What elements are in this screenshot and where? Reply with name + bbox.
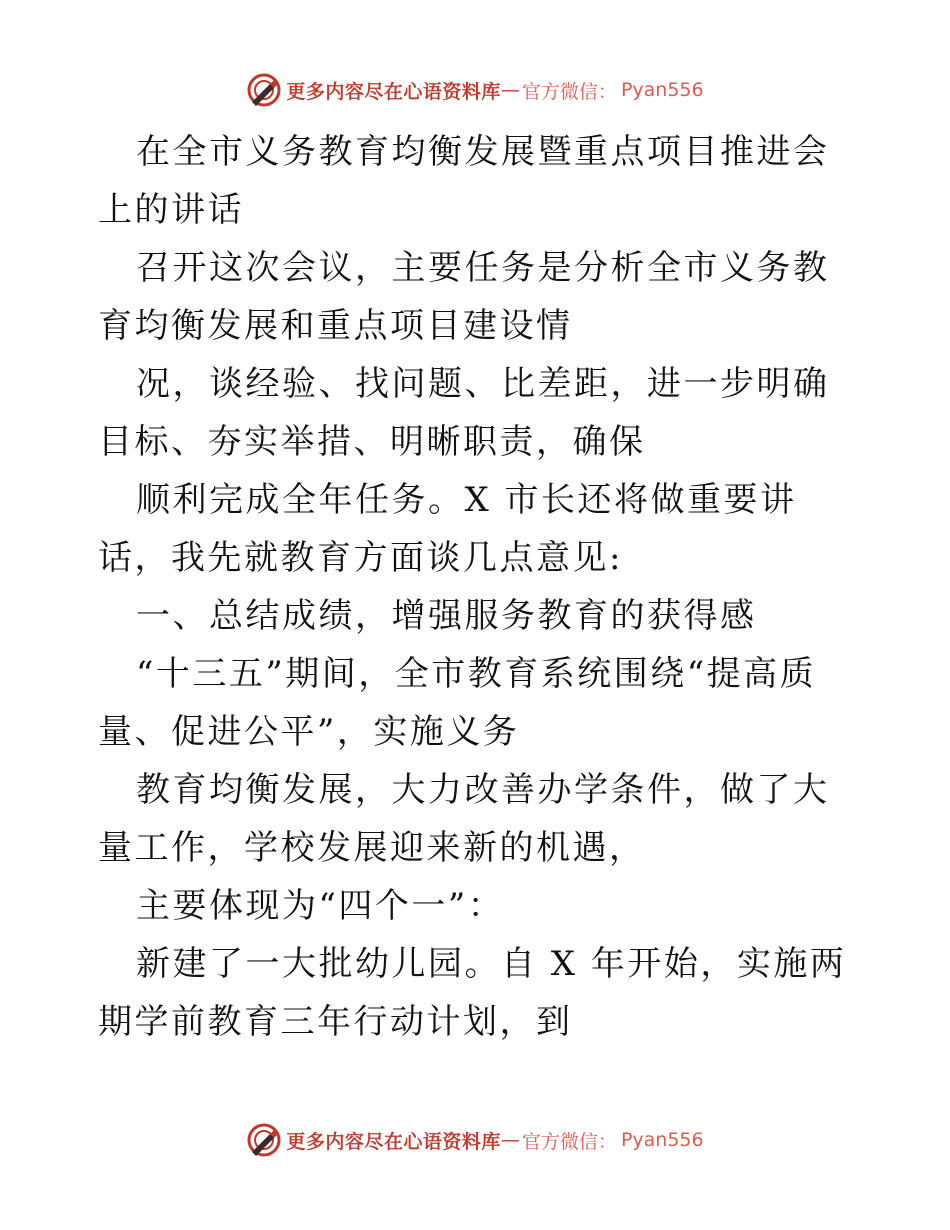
footer-banner bbox=[0, 1120, 950, 1160]
pen-logo-icon bbox=[246, 72, 282, 108]
pen-logo-icon bbox=[246, 1122, 282, 1158]
banner-dash: — bbox=[500, 1129, 520, 1151]
document-title: 在全市义务教育均衡发展暨重点项目推进会上的讲话 bbox=[98, 132, 830, 230]
paragraph: 顺利完成全年任务。X 市长还将做重要讲话，我先就教育方面谈几点意见: bbox=[98, 480, 797, 578]
header-banner bbox=[0, 70, 950, 110]
paragraph: 新建了一大批幼儿园。自 X 年开始，实施两期学前教育三年行动计划，到 bbox=[98, 944, 847, 1042]
paragraph: “十三五”期间，全市教育系统围绕“提高质量、促进公平”，实施义务 bbox=[98, 654, 817, 752]
banner-wechat-label: 官方微信： bbox=[521, 1130, 617, 1153]
banner-site-text: 更多内容尽在心语资料库 bbox=[286, 1130, 501, 1153]
paragraph: 教育均衡发展，大力改善办学条件，做了大量工作，学校发展迎来新的机遇， bbox=[98, 770, 830, 868]
banner-dash: — bbox=[500, 79, 520, 101]
document-body bbox=[98, 123, 858, 1051]
paragraph: 况，谈经验、找问题、比差距，进一步明确目标、夯实举措、明晰职责，确保 bbox=[98, 364, 830, 462]
section-heading: 一、总结成绩，增强服务教育的获得感 bbox=[136, 596, 757, 636]
banner-wechat-id: Pyan556 bbox=[620, 79, 704, 101]
paragraph: 主要体现为“四个一”： bbox=[136, 886, 505, 926]
banner-wechat-label: 官方微信： bbox=[521, 80, 617, 103]
banner-wechat-id: Pyan556 bbox=[620, 1129, 704, 1151]
banner-site-text: 更多内容尽在心语资料库 bbox=[286, 80, 501, 103]
paragraph: 召开这次会议，主要任务是分析全市义务教育均衡发展和重点项目建设情 bbox=[98, 248, 830, 346]
